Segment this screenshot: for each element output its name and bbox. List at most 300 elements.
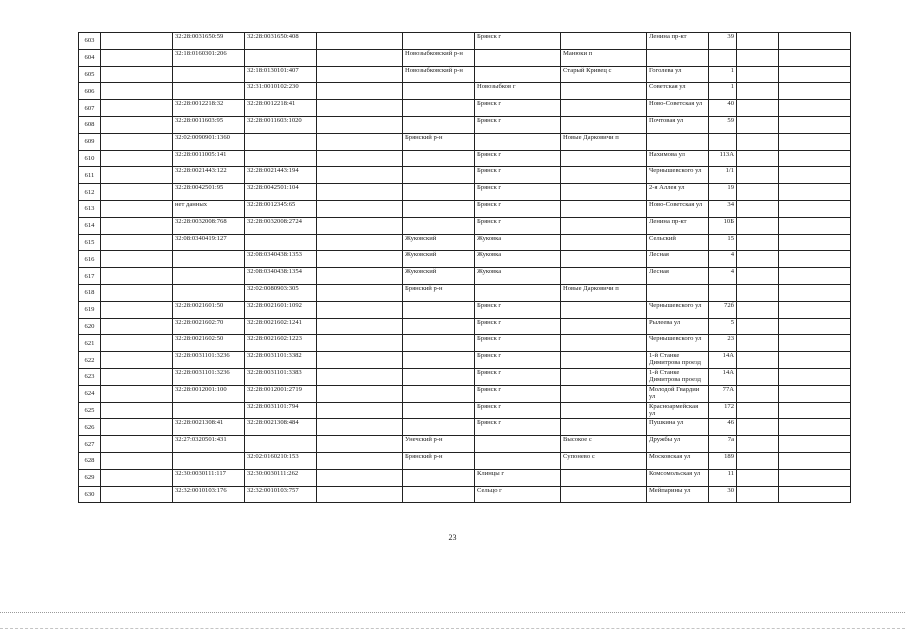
empty-cell [317,251,403,268]
house-number-cell: 4 [709,251,737,268]
cadastral-number-cell: 32:28:0031101:3383 [245,368,317,385]
registry-table [78,32,851,503]
street-cell: Гоголева ул [647,66,709,83]
house-number-cell: 189 [709,452,737,469]
empty-cell [101,486,173,503]
row-number-cell: 614 [79,217,101,234]
empty-cell [317,402,403,419]
house-number-cell: 15 [709,234,737,251]
table-row [79,49,851,66]
empty-cell [737,284,779,301]
empty-cell [737,100,779,117]
cadastral-number-cell: 32:28:0021308:41 [173,419,245,436]
house-number-cell: 4 [709,268,737,285]
empty-cell [737,469,779,486]
house-number-cell: 14А [709,352,737,369]
table-row [79,486,851,503]
empty-cell [101,133,173,150]
empty-cell [317,268,403,285]
empty-cell [317,284,403,301]
cadastral-number-cell: 32:28:0032008:768 [173,217,245,234]
district-cell: Жуковский [403,268,475,285]
empty-cell [779,385,851,402]
empty-cell [101,402,173,419]
house-number-cell: 1 [709,83,737,100]
street-cell: Чернышевского ул [647,335,709,352]
empty-cell [779,318,851,335]
cadastral-number-cell [173,452,245,469]
empty-cell [779,335,851,352]
row-number-cell: 609 [79,133,101,150]
table-row [79,217,851,234]
district-cell [403,184,475,201]
table-row [79,116,851,133]
street-cell: Молодой Гвардии ул [647,385,709,402]
house-number-cell: 11 [709,469,737,486]
empty-cell [101,184,173,201]
empty-cell [737,368,779,385]
empty-cell [737,83,779,100]
empty-cell [737,184,779,201]
cadastral-number-cell [173,83,245,100]
table-row [79,436,851,453]
row-number-cell: 607 [79,100,101,117]
empty-cell [737,167,779,184]
cadastral-number-cell [245,234,317,251]
row-number-cell: 623 [79,368,101,385]
cadastral-number-cell [173,66,245,83]
cadastral-number-cell: 32:08:0340438:1353 [245,251,317,268]
cadastral-number-cell: 32:30:0030111:117 [173,469,245,486]
cadastral-number-cell: 32:30:0030111:262 [245,469,317,486]
empty-cell [317,234,403,251]
settlement-cell [561,217,647,234]
city-cell: Брянск г [475,318,561,335]
empty-cell [779,284,851,301]
city-cell [475,49,561,66]
empty-cell [101,150,173,167]
table-row [79,251,851,268]
empty-cell [779,452,851,469]
cadastral-number-cell: 32:28:0031650:408 [245,33,317,50]
empty-cell [317,116,403,133]
city-cell: Брянск г [475,167,561,184]
city-cell: Брянск г [475,301,561,318]
city-cell: Брянск г [475,184,561,201]
empty-cell [101,385,173,402]
cadastral-number-cell [245,150,317,167]
empty-cell [737,385,779,402]
district-cell [403,200,475,217]
cadastral-number-cell [245,49,317,66]
empty-cell [317,66,403,83]
settlement-cell [561,83,647,100]
district-cell [403,385,475,402]
cadastral-number-cell: 32:28:0031101:3382 [245,352,317,369]
settlement-cell: Новые Дарковичи п [561,133,647,150]
settlement-cell [561,33,647,50]
empty-cell [737,200,779,217]
city-cell: Брянск г [475,100,561,117]
district-cell: Новозыбковский р-н [403,66,475,83]
city-cell: Брянск г [475,402,561,419]
empty-cell [101,167,173,184]
city-cell: Жуковка [475,251,561,268]
cadastral-number-cell [173,251,245,268]
row-number-cell: 626 [79,419,101,436]
cadastral-number-cell: 32:28:0012218:41 [245,100,317,117]
empty-cell [779,49,851,66]
empty-cell [737,116,779,133]
city-cell [475,66,561,83]
city-cell: Жуковка [475,234,561,251]
cadastral-number-cell: 32:28:0021602:1223 [245,335,317,352]
row-number-cell: 628 [79,452,101,469]
empty-cell [317,486,403,503]
street-cell: Ново-Советская ул [647,200,709,217]
table-row [79,368,851,385]
cadastral-number-cell: 32:28:0021602:1241 [245,318,317,335]
empty-cell [101,251,173,268]
settlement-cell [561,469,647,486]
cadastral-number-cell: 32:28:0031101:794 [245,402,317,419]
cadastral-number-cell: 32:28:0031101:3236 [173,368,245,385]
house-number-cell: 14А [709,368,737,385]
empty-cell [779,116,851,133]
cadastral-number-cell [173,402,245,419]
street-cell: Рылеева ул [647,318,709,335]
table-row [79,100,851,117]
street-cell: Нахимова ул [647,150,709,167]
city-cell: Брянск г [475,335,561,352]
table-row [79,184,851,201]
empty-cell [101,83,173,100]
empty-cell [101,301,173,318]
empty-cell [317,419,403,436]
table-row [79,150,851,167]
empty-cell [779,486,851,503]
cadastral-number-cell: 32:28:0031650:59 [173,33,245,50]
row-number-cell: 612 [79,184,101,201]
district-cell [403,335,475,352]
table-row [79,452,851,469]
empty-cell [779,200,851,217]
district-cell [403,301,475,318]
row-number-cell: 605 [79,66,101,83]
house-number-cell: 1 [709,66,737,83]
cadastral-number-cell: 32:31:0010102:230 [245,83,317,100]
house-number-cell: 59 [709,116,737,133]
street-cell [647,133,709,150]
empty-cell [101,33,173,50]
house-number-cell: 23 [709,335,737,352]
empty-cell [317,301,403,318]
row-number-cell: 629 [79,469,101,486]
house-number-cell: 39 [709,33,737,50]
district-cell: Брянский р-н [403,452,475,469]
empty-cell [737,452,779,469]
district-cell [403,116,475,133]
street-cell: Сельский [647,234,709,251]
table-row [79,335,851,352]
street-cell [647,284,709,301]
house-number-cell [709,284,737,301]
settlement-cell [561,100,647,117]
district-cell [403,167,475,184]
cadastral-number-cell: 32:18:0130101:407 [245,66,317,83]
row-number-cell: 618 [79,284,101,301]
cadastral-number-cell: 32:28:0021443:194 [245,167,317,184]
empty-cell [779,436,851,453]
empty-cell [101,469,173,486]
settlement-cell [561,419,647,436]
street-cell: Лесная [647,268,709,285]
table-row [79,167,851,184]
table-row [79,385,851,402]
city-cell: Брянск г [475,419,561,436]
street-cell: Ленина пр-кт [647,33,709,50]
empty-cell [779,402,851,419]
street-cell: Ново-Советская ул [647,100,709,117]
city-cell: Брянск г [475,116,561,133]
house-number-cell: 30 [709,486,737,503]
city-cell: Брянск г [475,150,561,167]
cadastral-number-cell: 32:28:0042501:104 [245,184,317,201]
house-number-cell: 7а [709,436,737,453]
row-number-cell: 608 [79,116,101,133]
district-cell: Унечский р-н [403,436,475,453]
empty-cell [779,167,851,184]
settlement-cell [561,184,647,201]
city-cell [475,284,561,301]
empty-cell [779,368,851,385]
cadastral-number-cell: 32:02:0080903:305 [245,284,317,301]
empty-cell [737,486,779,503]
empty-cell [317,352,403,369]
settlement-cell: Старый Кривец с [561,66,647,83]
settlement-cell [561,234,647,251]
cadastral-number-cell: 32:28:0031101:3236 [173,352,245,369]
settlement-cell [561,268,647,285]
settlement-cell [561,368,647,385]
table-row [79,133,851,150]
street-cell: Мейпарины ул [647,486,709,503]
empty-cell [317,335,403,352]
empty-cell [317,217,403,234]
row-number-cell: 625 [79,402,101,419]
house-number-cell: 46 [709,419,737,436]
table-row [79,469,851,486]
cadastral-number-cell: 32:08:0340438:1354 [245,268,317,285]
table-row [79,301,851,318]
empty-cell [101,318,173,335]
cadastral-number-cell: 32:28:0012001:2719 [245,385,317,402]
empty-cell [101,100,173,117]
empty-cell [101,352,173,369]
district-cell: Новозыбковский р-н [403,49,475,66]
cadastral-number-cell [173,268,245,285]
cadastral-number-cell: 32:08:0340419:127 [173,234,245,251]
city-cell: Брянск г [475,385,561,402]
district-cell [403,419,475,436]
empty-cell [779,301,851,318]
empty-cell [317,184,403,201]
district-cell: Брянский р-н [403,284,475,301]
empty-cell [101,66,173,83]
street-cell: Комсомольская ул [647,469,709,486]
empty-cell [101,116,173,133]
settlement-cell [561,352,647,369]
settlement-cell [561,301,647,318]
empty-cell [101,268,173,285]
empty-cell [101,217,173,234]
settlement-cell [561,335,647,352]
scan-noise-line [0,628,905,630]
empty-cell [101,200,173,217]
registry-rows [79,33,851,503]
empty-cell [101,436,173,453]
house-number-cell: 77А [709,385,737,402]
row-number-cell: 610 [79,150,101,167]
house-number-cell: 40 [709,100,737,117]
empty-cell [101,49,173,66]
row-number-cell: 620 [79,318,101,335]
district-cell [403,150,475,167]
house-number-cell: 113А [709,150,737,167]
cadastral-number-cell: 32:18:0160301:206 [173,49,245,66]
settlement-cell [561,385,647,402]
row-number-cell: 613 [79,200,101,217]
house-number-cell [709,133,737,150]
cadastral-number-cell: 32:28:0021601:50 [173,301,245,318]
district-cell [403,402,475,419]
empty-cell [779,66,851,83]
city-cell [475,436,561,453]
empty-cell [317,452,403,469]
row-number-cell: 606 [79,83,101,100]
street-cell: Красноармейская ул [647,402,709,419]
settlement-cell: Манюки п [561,49,647,66]
district-cell [403,83,475,100]
row-number-cell: 630 [79,486,101,503]
row-number-cell: 627 [79,436,101,453]
empty-cell [317,83,403,100]
cadastral-number-cell: 32:28:0012218:32 [173,100,245,117]
cadastral-number-cell: 32:02:0160210:153 [245,452,317,469]
row-number-cell: 615 [79,234,101,251]
empty-cell [737,217,779,234]
cadastral-number-cell: 32:02:0090901:1360 [173,133,245,150]
city-cell: Новозыбков г [475,83,561,100]
city-cell: Сельцо г [475,486,561,503]
table-row [79,83,851,100]
empty-cell [101,335,173,352]
district-cell [403,318,475,335]
empty-cell [101,419,173,436]
street-cell: Ленина пр-кт [647,217,709,234]
table-row [79,200,851,217]
settlement-cell [561,116,647,133]
district-cell [403,217,475,234]
empty-cell [317,368,403,385]
cadastral-number-cell [173,284,245,301]
empty-cell [317,167,403,184]
row-number-cell: 603 [79,33,101,50]
table-row [79,234,851,251]
house-number-cell: 10Б [709,217,737,234]
cadastral-number-cell: 32:32:0010103:757 [245,486,317,503]
cadastral-number-cell: 32:27:0320501:431 [173,436,245,453]
empty-cell [737,436,779,453]
street-cell: Советская ул [647,83,709,100]
empty-cell [737,150,779,167]
table-row [79,402,851,419]
street-cell: Чернышевского ул [647,167,709,184]
district-cell [403,100,475,117]
scan-noise-line [0,612,905,614]
empty-cell [779,133,851,150]
cadastral-number-cell: 32:28:0012001:100 [173,385,245,402]
settlement-cell [561,251,647,268]
table-row [79,419,851,436]
settlement-cell [561,486,647,503]
empty-cell [779,33,851,50]
district-cell: Брянский р-н [403,133,475,150]
empty-cell [779,234,851,251]
empty-cell [317,150,403,167]
empty-cell [317,100,403,117]
table-row [79,352,851,369]
street-cell: 2-я Аллея ул [647,184,709,201]
empty-cell [317,200,403,217]
settlement-cell [561,402,647,419]
house-number-cell: 34 [709,200,737,217]
street-cell: Чернышевского ул [647,301,709,318]
city-cell: Клинцы г [475,469,561,486]
table-row [79,66,851,83]
cadastral-number-cell: 32:28:0042501:95 [173,184,245,201]
empty-cell [779,469,851,486]
empty-cell [779,419,851,436]
city-cell: Брянск г [475,368,561,385]
settlement-cell: Новые Дарковичи п [561,284,647,301]
settlement-cell [561,318,647,335]
cadastral-number-cell: 32:32:0010103:176 [173,486,245,503]
empty-cell [779,150,851,167]
cadastral-number-cell: 32:28:0012345:65 [245,200,317,217]
house-number-cell: 72б [709,301,737,318]
house-number-cell [709,49,737,66]
empty-cell [737,335,779,352]
city-cell: Жуковка [475,268,561,285]
cadastral-number-cell [245,436,317,453]
district-cell: Жуковский [403,234,475,251]
empty-cell [737,49,779,66]
settlement-cell [561,200,647,217]
settlement-cell [561,167,647,184]
row-number-cell: 619 [79,301,101,318]
empty-cell [779,268,851,285]
street-cell: Лесная [647,251,709,268]
empty-cell [737,33,779,50]
city-cell [475,452,561,469]
house-number-cell: 172 [709,402,737,419]
settlement-cell: Супонево с [561,452,647,469]
row-number-cell: 604 [79,49,101,66]
street-cell: Пушкина ул [647,419,709,436]
empty-cell [737,234,779,251]
settlement-cell [561,150,647,167]
